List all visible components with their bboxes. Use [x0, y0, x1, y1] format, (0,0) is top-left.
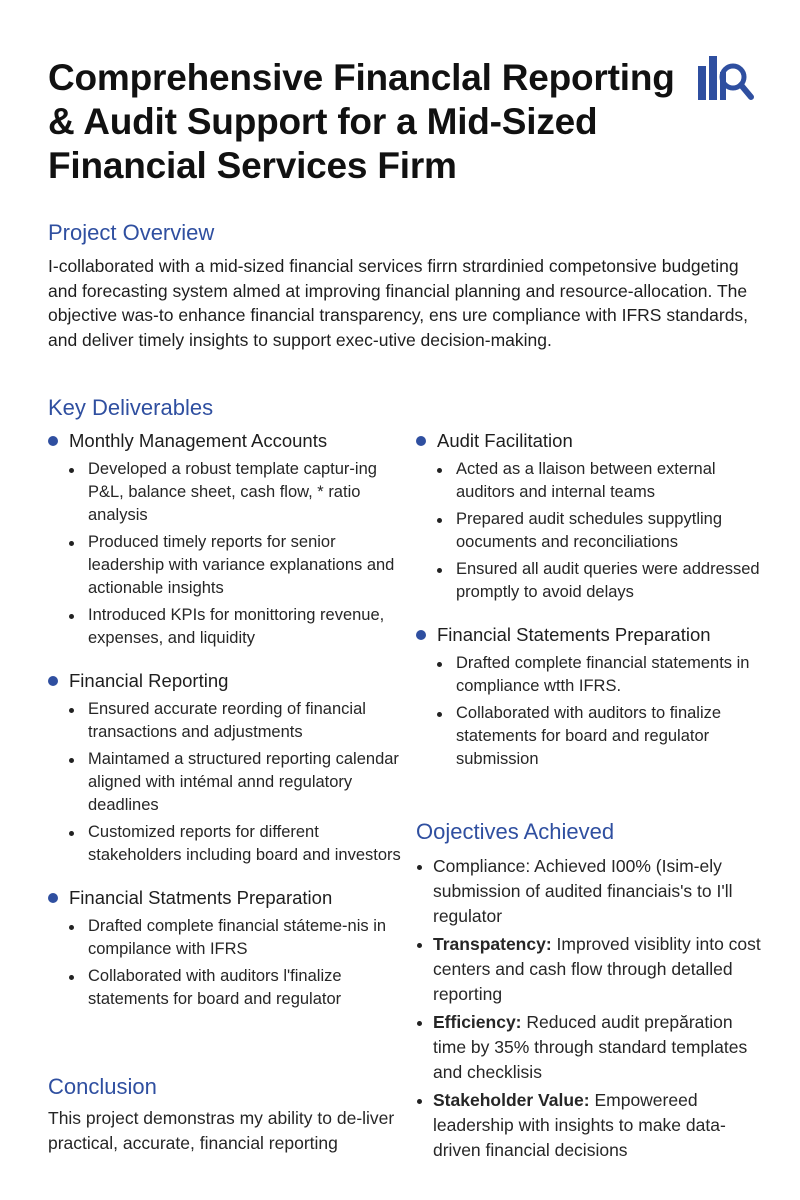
deliverable-item: Drafted complete financial statements in compliance wtth IFRS.: [416, 652, 766, 698]
bullet-dot: [48, 436, 58, 446]
objective-label: Transpatency:: [433, 934, 552, 954]
objective-text: Improved visiblity into cost centers and cash flow through detalled reporting: [433, 934, 761, 1004]
deliverable-item: Ensured accurate reording of financial transactions and adjustments: [48, 698, 408, 744]
bullet-dot: [416, 436, 426, 446]
deliverable-item: Maintamed a structured reporting calendar aligned with intémal annd regulatory deadlines: [48, 748, 408, 817]
objective-item: [416, 1088, 766, 1163]
deliverable-item: Introduced KPIs for monittoring revenue, expenses, and liquidity: [48, 604, 408, 650]
deliverables-right-column: [416, 428, 766, 789]
deliverable-title: Audit Facilitation: [437, 430, 573, 451]
objective-text: Empowereed leadership with insights to make data-driven financial decisions: [433, 1090, 726, 1160]
objective-item: [416, 854, 766, 929]
deliverable-item: Prepared audit schedules suppytling oocuments and reconciliations: [416, 508, 766, 554]
deliverable-item: Ensured all audit queries were addressed promptly to avoid delays: [416, 558, 766, 604]
deliverable-section: [48, 885, 408, 1011]
key-deliverables-heading: Key Deliverables: [48, 395, 214, 420]
conclusion-text: This project demonstras my ability to de-liver practical, accurate, financial reporting: [48, 1108, 395, 1153]
objective-item: [416, 1010, 766, 1085]
deliverable-title: Financial Statments Preparation: [69, 887, 333, 908]
deliverable-section: [416, 428, 766, 604]
objectives-section: [416, 818, 766, 1166]
deliverable-item: Produced timely reports for senior leadership with variance explanations and actionable insights: [48, 531, 408, 600]
deliverable-title: Monthly Management Accounts: [69, 430, 328, 451]
project-overview-text: I-collaborated with a mid-sized financial services firrn strɑrdinied competonsive budgeting and forecasting system almed at improving financial planning and resource-allocation. The objective was-to enhance financial transparency, ens ure compliance with IFRS standards, and deliver timely insights to support exec-utive decision-making.: [48, 256, 749, 350]
chart-magnifier-icon: [696, 52, 754, 104]
bullet-dot: [416, 630, 426, 640]
objective-label: Efficiency:: [433, 1012, 522, 1032]
objectives-heading: Oojectives Achieved: [416, 819, 615, 844]
project-overview-heading: Project Overview: [48, 220, 215, 245]
deliverable-section: [416, 622, 766, 771]
deliverable-item: Acted as a llaison between external auditors and internal teams: [416, 458, 766, 504]
objective-text: Reduced audit prepăration time by 35% through standard templates and checklisis: [433, 1012, 748, 1082]
deliverables-left-column: [48, 428, 408, 1029]
objective-label: Stakeholder Value:: [433, 1090, 590, 1110]
objective-text: Compliance: Achieved I00% (Isim-ely submission of audited financiais's to I'll regulator: [433, 856, 733, 926]
deliverable-item: Collaborated with auditors to finalize statements for board and regulator submission: [416, 702, 766, 771]
objective-item: [416, 932, 766, 1007]
conclusion-heading: Conclusion: [48, 1074, 157, 1099]
deliverable-section: [48, 668, 408, 867]
deliverable-item: Customized reports for different stakeholders including board and investors: [48, 821, 408, 867]
deliverable-title: Financial Reporting: [69, 670, 229, 691]
bullet-dot: [48, 893, 58, 903]
deliverable-section: [48, 428, 408, 650]
deliverable-item: Drafted complete financial státeme-nis in compilance with IFRS: [48, 915, 408, 961]
page-title: Comprehensive Financlal Reporting & Audit Support for a Mid-Sized Financial Services Firm: [48, 57, 675, 186]
deliverable-title: Financial Statements Preparation: [437, 624, 711, 645]
deliverable-item: Developed a robust template captur-ing P&L, balance sheet, cash flow, * ratio analysis: [48, 458, 408, 527]
bullet-dot: [48, 676, 58, 686]
deliverable-item: Collaborated with auditors l'finalize statements for board and regulator: [48, 965, 408, 1011]
